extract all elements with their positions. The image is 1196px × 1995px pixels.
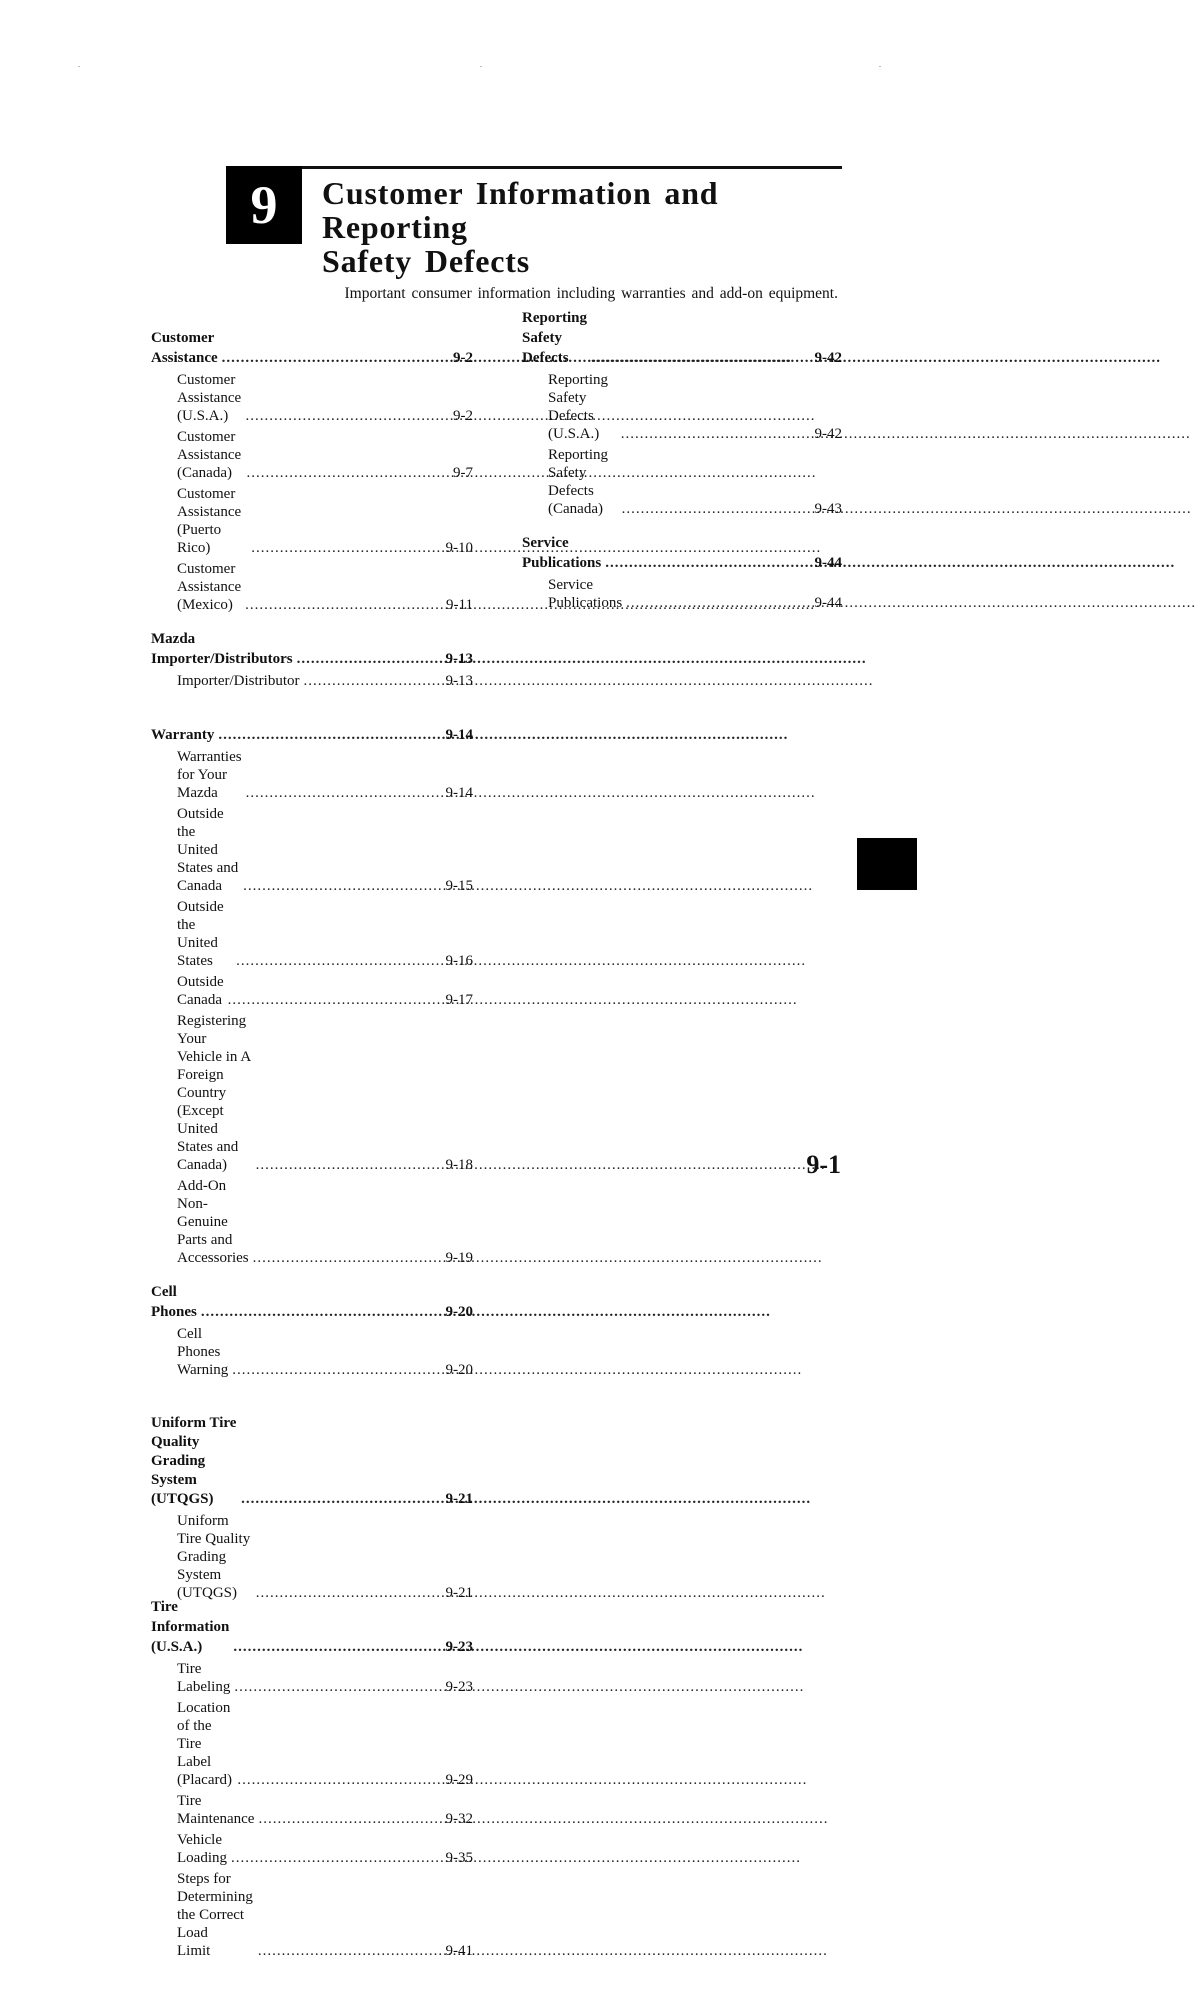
toc-section-heading[interactable] bbox=[151, 1599, 473, 1657]
toc-section bbox=[151, 1599, 473, 1960]
toc-entry-label: Vehicle Loading bbox=[177, 1832, 227, 1866]
toc-section-title: Service Publications bbox=[522, 535, 602, 571]
chapter-title-line: Safety Defects bbox=[322, 243, 530, 279]
toc-leader-dots bbox=[228, 991, 442, 1009]
toc-entry-label: Uniform Tire Quality Grading System (UTQGS) bbox=[177, 1513, 251, 1601]
toc-entry[interactable] bbox=[151, 483, 473, 557]
toc-entry-page: 9-32 bbox=[445, 1811, 473, 1827]
toc-leader-dots bbox=[236, 952, 441, 970]
toc-entry-page: 9-10 bbox=[445, 540, 473, 556]
toc-entry-label: Cell Phones Warning bbox=[177, 1326, 229, 1378]
toc-entry-label: Location of the Tire Label (Placard) bbox=[177, 1700, 232, 1788]
toc-entry[interactable] bbox=[151, 1175, 473, 1267]
toc-right-column bbox=[522, 310, 842, 647]
chapter-number-box: 9 bbox=[226, 166, 302, 244]
toc-section-title: Customer Assistance bbox=[151, 330, 218, 366]
toc-entry[interactable] bbox=[151, 369, 473, 425]
toc-leader-dots bbox=[234, 1678, 441, 1696]
toc-entry[interactable] bbox=[151, 1510, 473, 1602]
toc-section-heading[interactable] bbox=[151, 1284, 473, 1322]
toc-entry[interactable] bbox=[151, 1697, 473, 1789]
toc-entry-page: 9-13 bbox=[445, 673, 473, 689]
toc-entry-label: Customer Assistance (U.S.A.) bbox=[177, 372, 242, 424]
toc-entry-page: 9-23 bbox=[445, 1679, 473, 1695]
toc-entry[interactable] bbox=[151, 803, 473, 895]
toc-entry-page: 9-35 bbox=[445, 1850, 473, 1866]
toc-entry-label: Reporting Safety Defects (U.S.A.) bbox=[548, 372, 608, 442]
toc-section-title: Warranty bbox=[151, 727, 215, 743]
toc-entry-label: Tire Maintenance bbox=[177, 1793, 255, 1827]
toc-entry-label: Outside the United States bbox=[177, 899, 224, 969]
toc-leader-dots bbox=[622, 500, 811, 518]
toc-leader-dots bbox=[297, 649, 442, 669]
toc-entry-page: 9-43 bbox=[814, 501, 842, 517]
toc-leader-dots bbox=[233, 1637, 441, 1657]
toc-entry-page: 9-17 bbox=[445, 992, 473, 1008]
toc-entry[interactable] bbox=[151, 1790, 473, 1828]
header-rule bbox=[226, 166, 842, 169]
toc-section-heading[interactable] bbox=[151, 330, 473, 368]
crop-mark bbox=[879, 66, 881, 67]
toc-section-page: 9-23 bbox=[445, 1639, 473, 1655]
toc-entry-page: 9-7 bbox=[453, 465, 473, 481]
toc-leader-dots bbox=[201, 1302, 442, 1322]
toc-entry[interactable] bbox=[522, 369, 842, 443]
toc-entry-label: Reporting Safety Defects (Canada) bbox=[548, 447, 608, 517]
toc-leader-dots bbox=[256, 1156, 442, 1174]
toc-section bbox=[522, 310, 842, 518]
toc-leader-dots bbox=[626, 594, 810, 612]
page-number: 9-1 bbox=[806, 1150, 841, 1179]
toc-section-heading[interactable] bbox=[151, 631, 473, 669]
toc-leader-dots bbox=[218, 725, 441, 745]
toc-section-title: Tire Information (U.S.A.) bbox=[151, 1599, 230, 1655]
toc-entry-page: 9-21 bbox=[445, 1585, 473, 1601]
toc-entry[interactable] bbox=[151, 896, 473, 970]
toc-section-title: Reporting Safety Defects bbox=[522, 310, 587, 366]
toc-entry-label: Outside the United States and Canada bbox=[177, 806, 239, 894]
toc-entry[interactable] bbox=[151, 558, 473, 614]
toc-entry[interactable] bbox=[151, 971, 473, 1009]
toc-entry[interactable] bbox=[522, 574, 842, 612]
toc-entry-label: Tire Labeling bbox=[177, 1661, 231, 1695]
toc-entry[interactable] bbox=[151, 426, 473, 482]
toc-entry-page: 9-41 bbox=[445, 1943, 473, 1959]
toc-leader-dots bbox=[258, 1942, 442, 1960]
toc-leader-dots bbox=[246, 464, 449, 482]
toc-entry-page: 9-14 bbox=[445, 785, 473, 801]
toc-section-page: 9-42 bbox=[814, 350, 842, 366]
toc-section-page: 9-2 bbox=[453, 350, 473, 366]
toc-entry-page: 9-42 bbox=[814, 426, 842, 442]
toc-leader-dots bbox=[303, 672, 441, 690]
toc-section-page: 9-20 bbox=[445, 1304, 473, 1320]
toc-entry-label: Steps for Determining the Correct Load Limit bbox=[177, 1871, 253, 1959]
toc-entry-label: Warranties for Your Mazda bbox=[177, 749, 242, 801]
toc-section-page: 9-14 bbox=[445, 727, 473, 743]
toc-leader-dots bbox=[251, 539, 441, 557]
toc-entry[interactable] bbox=[151, 1829, 473, 1867]
toc-leader-dots bbox=[256, 1584, 442, 1602]
toc-leader-dots bbox=[621, 425, 811, 443]
toc-section bbox=[151, 330, 473, 614]
toc-entry-page: 9-20 bbox=[445, 1362, 473, 1378]
toc-entry-label: Add-On Non-Genuine Parts and Accessories bbox=[177, 1178, 249, 1266]
toc-entry[interactable] bbox=[522, 444, 842, 518]
toc-entry-page: 9-19 bbox=[445, 1250, 473, 1266]
chapter-side-tab bbox=[857, 838, 917, 890]
toc-leader-dots bbox=[591, 348, 811, 368]
toc-section bbox=[151, 725, 473, 1267]
toc-leader-dots bbox=[237, 1771, 441, 1789]
crop-mark bbox=[480, 66, 482, 67]
toc-leader-dots bbox=[605, 553, 810, 573]
chapter-title-line: Customer Information and Reporting bbox=[322, 175, 719, 245]
toc-entry-page: 9-15 bbox=[445, 878, 473, 894]
toc-entry[interactable] bbox=[151, 746, 473, 802]
toc-entry-label: Customer Assistance (Canada) bbox=[177, 429, 242, 481]
toc-leader-dots bbox=[253, 1249, 442, 1267]
chapter-title bbox=[322, 176, 842, 278]
toc-section-title: Uniform Tire Quality Grading System (UTQGS) bbox=[151, 1415, 237, 1507]
toc-entry[interactable] bbox=[151, 1323, 473, 1379]
toc-leader-dots bbox=[222, 348, 449, 368]
toc-section-page: 9-44 bbox=[814, 555, 842, 571]
toc-entry-page: 9-44 bbox=[814, 595, 842, 611]
toc-section bbox=[151, 1414, 473, 1602]
toc-entry[interactable] bbox=[151, 1868, 473, 1960]
toc-section-page: 9-21 bbox=[445, 1491, 473, 1507]
toc-entry[interactable] bbox=[151, 1010, 473, 1174]
toc-section bbox=[522, 535, 842, 612]
toc-entry-page: 9-11 bbox=[446, 597, 473, 613]
toc-entry-label: Service Publications bbox=[548, 577, 623, 611]
toc-leader-dots bbox=[245, 596, 442, 614]
toc-section-title: Mazda Importer/Distributors bbox=[151, 631, 293, 667]
chapter-intro: Important consumer information including warranties and add-on equipment. bbox=[344, 285, 838, 302]
toc-entry-page: 9-16 bbox=[445, 953, 473, 969]
toc-entry[interactable] bbox=[151, 1658, 473, 1696]
toc-section-heading[interactable] bbox=[151, 1414, 473, 1509]
toc-entry-page: 9-18 bbox=[445, 1157, 473, 1173]
toc-left-column bbox=[151, 330, 473, 1995]
toc-entry-label: Customer Assistance (Puerto Rico) bbox=[177, 486, 242, 556]
toc-leader-dots bbox=[232, 1361, 441, 1379]
toc-entry-label: Customer Assistance (Mexico) bbox=[177, 561, 242, 613]
toc-section-heading[interactable] bbox=[151, 725, 473, 745]
toc-leader-dots bbox=[245, 407, 449, 425]
toc-section-heading[interactable] bbox=[522, 310, 842, 368]
toc-section bbox=[151, 631, 473, 690]
toc-entry-label: Importer/Distributor bbox=[177, 673, 300, 689]
toc-leader-dots bbox=[258, 1810, 441, 1828]
toc-section-heading[interactable] bbox=[522, 535, 842, 573]
toc-leader-dots bbox=[246, 784, 442, 802]
toc-section-title: Cell Phones bbox=[151, 1284, 197, 1320]
toc-entry[interactable] bbox=[151, 670, 473, 690]
toc-entry-label: Registering Your Vehicle in A Foreign Country (Except United States and Canada) bbox=[177, 1013, 251, 1173]
toc-entry-page: 9-2 bbox=[453, 408, 473, 424]
toc-section bbox=[151, 1284, 473, 1379]
toc-section-page: 9-13 bbox=[445, 651, 473, 667]
toc-leader-dots bbox=[241, 1490, 441, 1509]
toc-leader-dots bbox=[243, 877, 441, 895]
toc-leader-dots bbox=[231, 1849, 442, 1867]
crop-mark bbox=[78, 66, 80, 67]
toc-entry-page: 9-29 bbox=[445, 1772, 473, 1788]
toc-entry-label: Outside Canada bbox=[177, 974, 224, 1008]
